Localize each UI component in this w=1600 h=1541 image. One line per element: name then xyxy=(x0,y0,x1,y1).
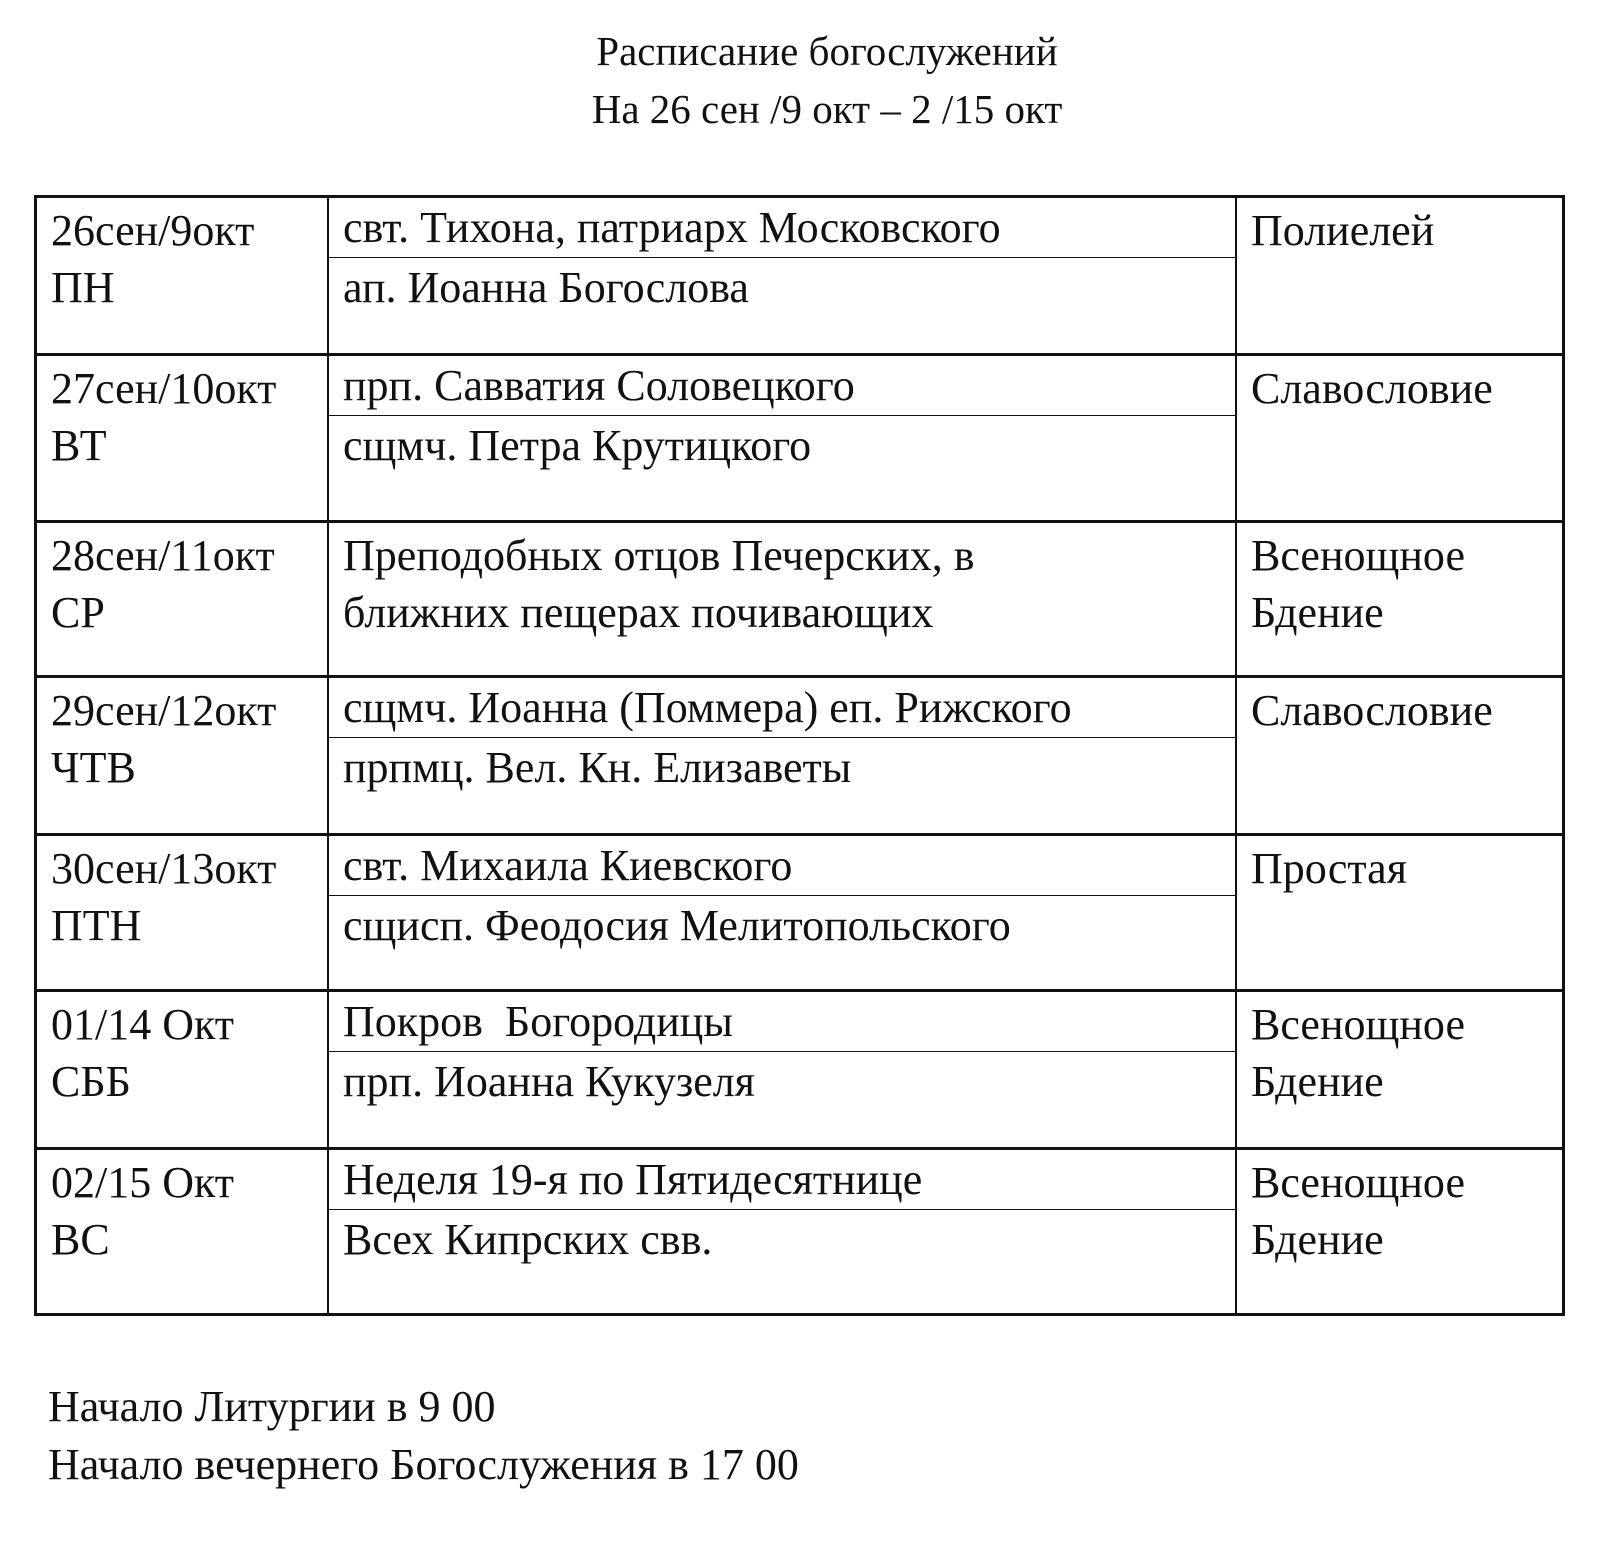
service-type-text: Простая xyxy=(1251,844,1407,893)
date-text: 28сен/11окт xyxy=(51,531,275,580)
service-type-cell xyxy=(1236,677,1564,835)
date-cell xyxy=(36,197,329,355)
feast-name-line: Преподобных отцов Печерских, в xyxy=(343,531,975,580)
service-type-cell xyxy=(1236,835,1564,991)
schedule-row xyxy=(36,197,1564,355)
date-cell xyxy=(36,835,329,991)
feast-name: сщмч. Иоанна (Поммера) еп. Рижского xyxy=(329,678,1235,738)
feast-name: сщмч. Петра Крутицкого xyxy=(343,421,812,470)
weekday-text: ВС xyxy=(51,1215,110,1264)
feast-cell xyxy=(328,197,1236,355)
date-range-subtitle: На 26 сен /9 окт – 2 /15 окт xyxy=(591,86,1063,132)
date-cell xyxy=(36,991,329,1149)
liturgy-start-time: Начало Литургии в 9 00 xyxy=(48,1382,496,1431)
feast-name: прп. Савватия Соловецкого xyxy=(329,356,1235,416)
feast-name: Неделя 19-я по Пятидесятнице xyxy=(329,1150,1235,1210)
feast-name: прп. Иоанна Кукузеля xyxy=(343,1057,755,1106)
date-text: 02/15 Окт xyxy=(51,1158,235,1207)
weekday-text: ПТН xyxy=(51,901,142,950)
feast-name: сщисп. Феодосия Мелитопольского xyxy=(343,901,1011,950)
schedule-row xyxy=(36,522,1564,677)
service-type-cell xyxy=(1236,522,1564,677)
service-type-cell xyxy=(1236,1149,1564,1315)
date-cell xyxy=(36,522,329,677)
date-text: 27сен/10окт xyxy=(51,364,277,413)
page-title: Расписание богослужений xyxy=(596,28,1058,74)
weekday-text: ПН xyxy=(51,263,115,312)
service-type-text: Бдение xyxy=(1251,588,1384,637)
feast-cell xyxy=(328,991,1236,1149)
feast-name: свт. Михаила Киевского xyxy=(329,836,1235,896)
service-type-cell xyxy=(1236,197,1564,355)
service-type-text: Полиелей xyxy=(1251,206,1435,255)
weekday-text: СББ xyxy=(51,1057,131,1106)
schedule-row xyxy=(36,355,1564,522)
schedule-header xyxy=(0,22,1600,138)
schedule-row xyxy=(36,677,1564,835)
service-type-text: Бдение xyxy=(1251,1057,1384,1106)
schedule-row xyxy=(36,1149,1564,1315)
feast-cell xyxy=(328,677,1236,835)
service-type-text: Всенощное xyxy=(1251,531,1465,580)
feast-name: ап. Иоанна Богослова xyxy=(343,263,749,312)
service-type-text: Всенощное xyxy=(1251,1158,1465,1207)
schedule-row xyxy=(36,835,1564,991)
service-type-text: Бдение xyxy=(1251,1215,1384,1264)
feast-cell xyxy=(328,835,1236,991)
service-times-footer xyxy=(48,1378,799,1494)
feast-cell xyxy=(328,355,1236,522)
service-type-text: Славословие xyxy=(1251,364,1493,413)
feast-name-line: ближних пещерах почивающих xyxy=(343,588,934,637)
service-type-text: Всенощное xyxy=(1251,1000,1465,1049)
feast-cell xyxy=(328,522,1236,677)
weekday-text: ЧТВ xyxy=(51,743,136,792)
feast-name: свт. Тихона, патриарх Московского xyxy=(329,198,1235,258)
weekday-text: СР xyxy=(51,588,105,637)
feast-cell xyxy=(328,1149,1236,1315)
date-text: 29сен/12окт xyxy=(51,686,277,735)
schedule-body xyxy=(36,197,1564,1315)
service-schedule-table xyxy=(34,195,1565,1316)
service-type-text: Славословие xyxy=(1251,686,1493,735)
date-cell xyxy=(36,677,329,835)
feast-name: Покров Богородицы xyxy=(329,992,1235,1052)
date-text: 30сен/13окт xyxy=(51,844,277,893)
date-cell xyxy=(36,1149,329,1315)
feast-name: прпмц. Вел. Кн. Елизаветы xyxy=(343,743,852,792)
feast-name: Всех Кипрских свв. xyxy=(343,1215,713,1264)
date-text: 01/14 Окт xyxy=(51,1000,235,1049)
date-cell xyxy=(36,355,329,522)
service-type-cell xyxy=(1236,355,1564,522)
weekday-text: ВТ xyxy=(51,421,107,470)
date-text: 26сен/9окт xyxy=(51,206,255,255)
service-type-cell xyxy=(1236,991,1564,1149)
schedule-row xyxy=(36,991,1564,1149)
evening-service-start-time: Начало вечернего Богослужения в 17 00 xyxy=(48,1440,799,1489)
